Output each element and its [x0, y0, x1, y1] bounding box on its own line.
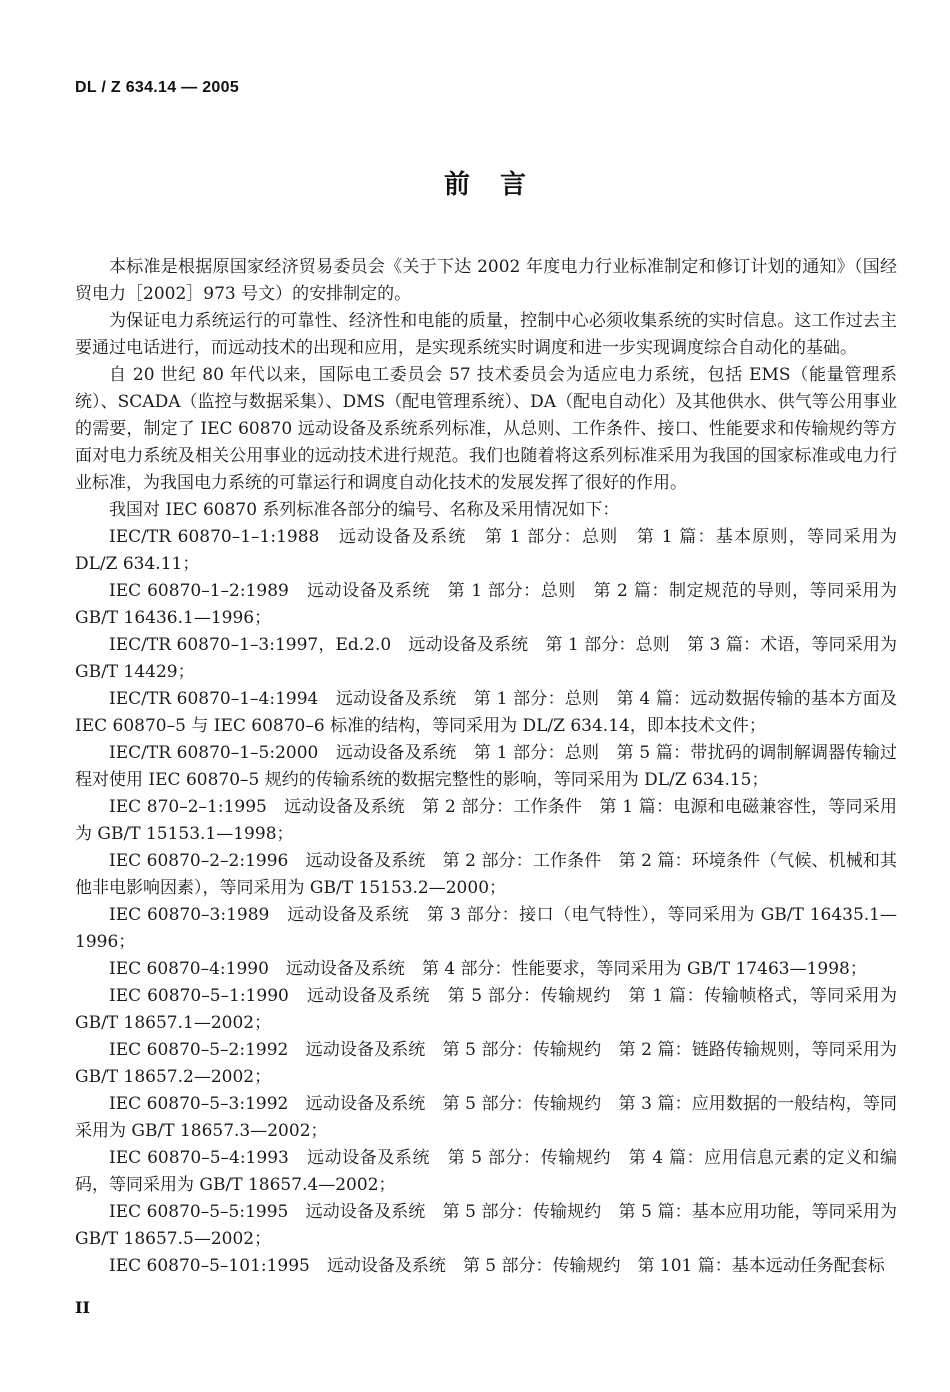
standard-entry: IEC 60870–5–2:1992 远动设备及系统 第 5 部分：传输规约 第 2 篇：链路传输规则，等同采用为 GB/T 18657.2—2002； — [75, 1040, 897, 1087]
standard-entry: IEC/TR 60870–1–4:1994 远动设备及系统 第 1 部分：总则 第 4 篇：远动数据传输的基本方面及 IEC 60870–5 与 IEC 60870–6 标准的结构，等同采用为 DL/Z 634.14，即本技术文件； — [75, 689, 897, 736]
standard-entry: IEC 60870–5–5:1995 远动设备及系统 第 5 部分：传输规约 第 5 篇：基本应用功能，等同采用为 GB/T 18657.5—2002； — [75, 1202, 897, 1249]
standard-entry: IEC 60870–5–1:1990 远动设备及系统 第 5 部分：传输规约 第 1 篇：传输帧格式，等同采用为 GB/T 18657.1—2002； — [75, 986, 897, 1033]
standard-entry: IEC 60870–4:1990 远动设备及系统 第 4 部分：性能要求，等同采用为 GB/T 17463—1998； — [109, 959, 867, 979]
standard-entry: IEC 870–2–1:1995 远动设备及系统 第 2 部分：工作条件 第 1 篇：电源和电磁兼容性，等同采用为 GB/T 15153.1—1998； — [75, 797, 897, 844]
standard-entry: IEC 60870–5–101:1995 远动设备及系统 第 5 部分：传输规约 第 101 篇：基本远动任务配套标 — [109, 1256, 885, 1276]
list-intro-paragraph: 我国对 IEC 60870 系列标准各部分的编号、名称及采用情况如下： — [109, 500, 620, 520]
standard-entry: IEC 60870–5–4:1993 远动设备及系统 第 5 部分：传输规约 第 4 篇：应用信息元素的定义和编码，等同采用为 GB/T 18657.4—2002； — [75, 1148, 897, 1195]
standard-entry: IEC 60870–1–2:1989 远动设备及系统 第 1 部分：总则 第 2 篇：制定规范的导则，等同采用为 GB/T 16436.1—1996； — [75, 581, 897, 628]
standard-entry: IEC 60870–2–2:1996 远动设备及系统 第 2 部分：工作条件 第 2 篇：环境条件（气候、机械和其他非电影响因素），等同采用为 GB/T 15153.2—2000； — [75, 851, 897, 898]
page-number: II — [75, 1298, 90, 1317]
standard-entry: IEC 60870–3:1989 远动设备及系统 第 3 部分：接口（电气特性），等同采用为 GB/T 16435.1—1996； — [75, 905, 897, 952]
standard-entry: IEC/TR 60870–1–3:1997，Ed.2.0 远动设备及系统 第 1 部分：总则 第 3 篇：术语，等同采用为 GB/T 14429； — [75, 635, 897, 682]
background-paragraph: 自 20 世纪 80 年代以来，国际电工委员会 57 技术委员会为适应电力系统，包括 EMS（能量管理系统）、SCADA（监控与数据采集）、DMS（配电管理系统）、DA（配电自动化）及其他供水、供气等公用事业的需要，制定了 IEC 60870 远动设备及系统系列标准，从总则、工作条件、接口、性能要求和传输规约等方面对电力系统及相关公用事业的远动技术进行规范。我们也随着将这系列标准采用为我国的国家标准或电力行业标准，为我国电力系统的可靠运行和调度自动化技术的发展发挥了很好的作用。 — [75, 365, 897, 493]
standard-entry: IEC/TR 60870–1–1:1988 远动设备及系统 第 1 部分：总则 第 1 篇：基本原则，等同采用为 DL/Z 634.11； — [75, 527, 897, 574]
document-number: DL / Z 634.14 — 2005 — [75, 79, 240, 96]
intro-paragraph: 本标准是根据原国家经济贸易委员会《关于下达 2002 年度电力行业标准制定和修订计划的通知》（国经贸电力［2002］973 号文）的安排制定的。 — [75, 257, 897, 304]
standard-entry: IEC/TR 60870–1–5:2000 远动设备及系统 第 1 部分：总则 第 5 篇：带扰码的调制解调器传输过程对使用 IEC 60870–5 规约的传输系统的数据完整性的影响，等同采用为 DL/Z 634.15； — [75, 743, 897, 790]
document-body — [75, 254, 897, 1280]
standard-entry: IEC 60870–5–3:1992 远动设备及系统 第 5 部分：传输规约 第 3 篇：应用数据的一般结构，等同采用为 GB/T 18657.3—2002； — [75, 1094, 897, 1141]
page-title: 前 言 — [443, 170, 528, 200]
purpose-paragraph: 为保证电力系统运行的可靠性、经济性和电能的质量，控制中心必须收集系统的实时信息。这工作过去主要通过电话进行，而远动技术的出现和应用，是实现系统实时调度和进一步实现调度综合自动化的基础。 — [75, 311, 897, 358]
